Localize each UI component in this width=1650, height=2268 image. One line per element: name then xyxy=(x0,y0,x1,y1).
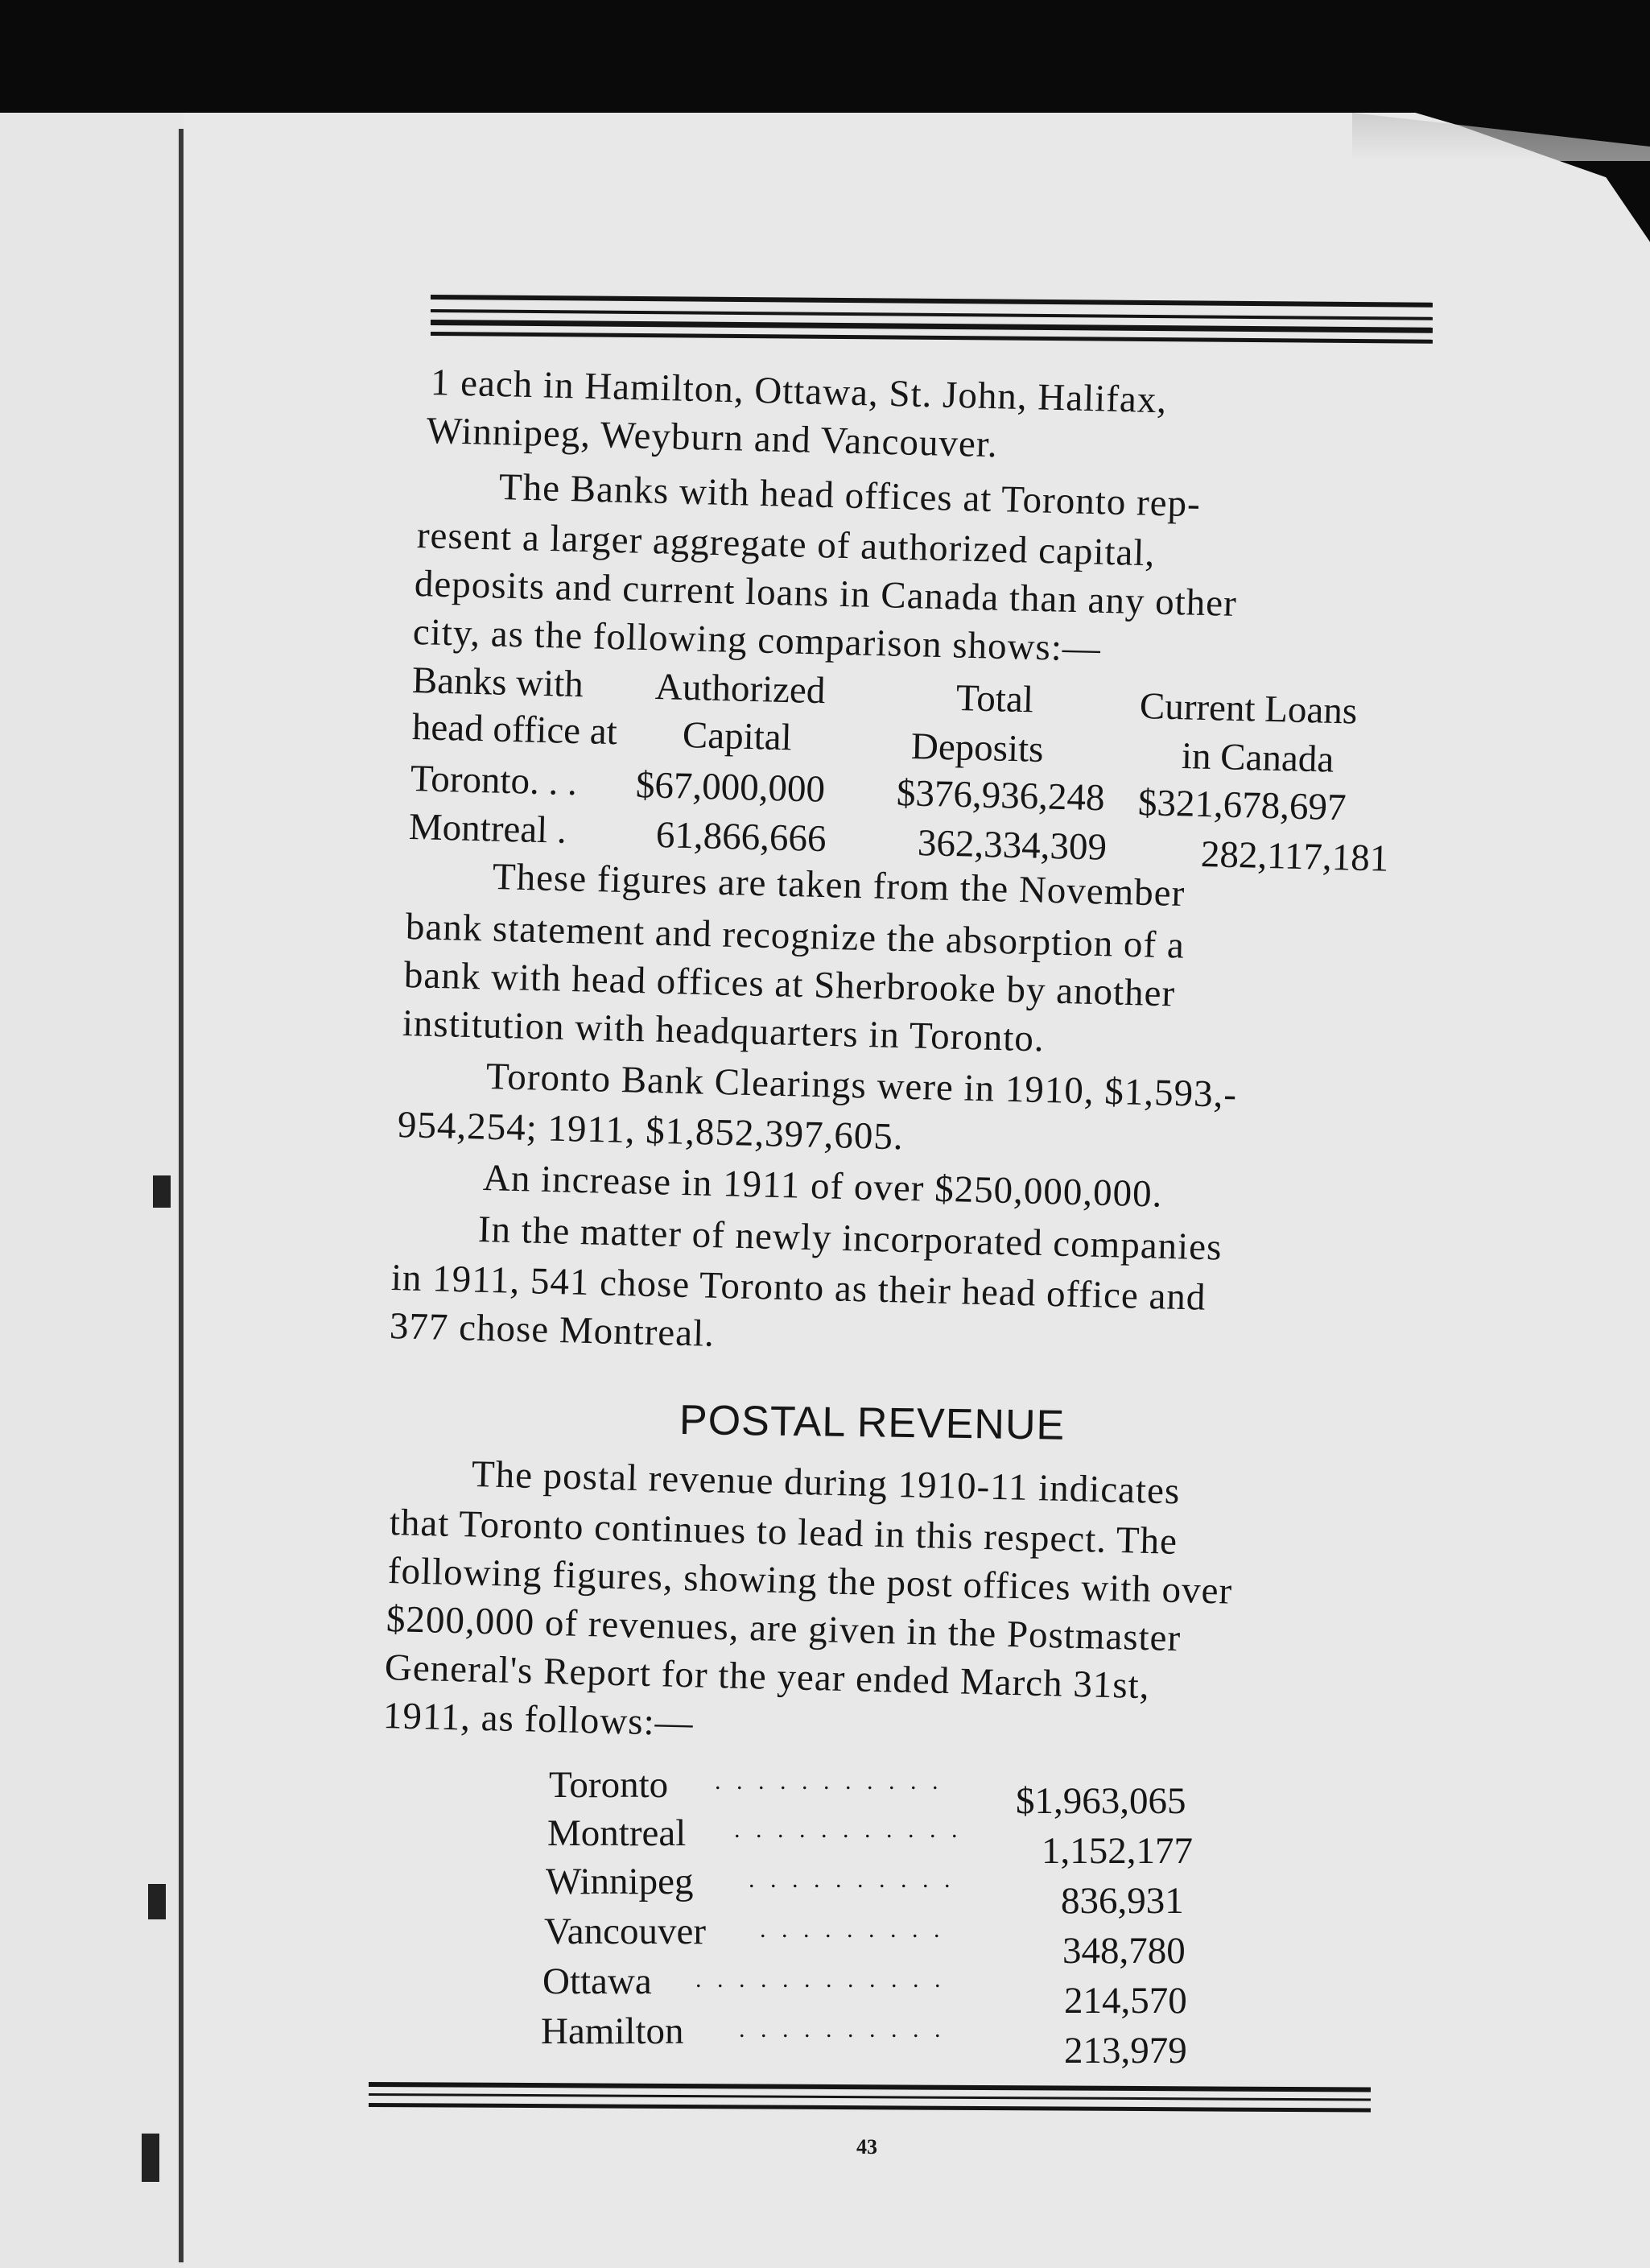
text-line: 954,254; 1911, $1,852,397,605. xyxy=(397,1104,905,1159)
text-line: These figures are taken from the November xyxy=(492,856,1186,915)
text-line: resent a larger aggregate of authorized capital, xyxy=(416,514,1156,575)
text-line: bank statement and recognize the absorption of a xyxy=(405,906,1186,967)
text-line: following figures, showing the post offices with over xyxy=(387,1550,1233,1613)
bank-table-cell-city: Toronto. . . xyxy=(410,758,578,804)
bank-table-cell-capital: 61,866,666 xyxy=(655,814,827,861)
postal-city: Vancouver xyxy=(544,1911,706,1952)
postal-revenue: 836,931 xyxy=(1061,1880,1184,1922)
postal-revenue: 1,152,177 xyxy=(1042,1830,1193,1872)
postal-revenue: $1,963,065 xyxy=(1016,1780,1186,1822)
text-line: bank with head offices at Sherbrooke by another xyxy=(403,954,1176,1015)
text-line: 1911, as follows:— xyxy=(382,1695,695,1745)
text-line: 377 chose Montreal. xyxy=(389,1305,716,1355)
page-number: 43 xyxy=(856,2135,877,2159)
text-line: in 1911, 541 chose Toronto as their head office and xyxy=(390,1257,1207,1319)
bank-table-header: Current Loans xyxy=(1139,685,1358,733)
text-line: $200,000 of revenues, are given in the Postmaster xyxy=(386,1598,1182,1660)
postal-revenue: 213,979 xyxy=(1064,2030,1187,2072)
text-line: 1 each in Hamilton, Ottawa, St. John, Halifax, xyxy=(430,361,1168,422)
text-line: The Banks with head offices at Toronto rep- xyxy=(498,466,1202,526)
postal-revenue: 214,570 xyxy=(1064,1980,1187,2022)
binding-mark xyxy=(148,1884,166,1919)
postal-city: Montreal xyxy=(547,1812,687,1854)
text-line: that Toronto continues to lead in this respect. The xyxy=(389,1502,1178,1563)
text-line: city, as the following comparison shows:— xyxy=(412,611,1102,670)
text-line: The postal revenue during 1910-11 indicates xyxy=(471,1453,1181,1513)
text-line: An increase in 1911 of over $250,000,000. xyxy=(482,1157,1164,1216)
leader-dots: . . . . . . . . . . xyxy=(739,2016,946,2043)
leader-dots: . . . . . . . . . . . xyxy=(734,1816,963,1843)
bank-table-header: Banks with xyxy=(411,659,584,706)
text-line: Toronto Bank Clearings were in 1910, $1,593,- xyxy=(485,1056,1238,1116)
leader-dots: . . . . . . . . . xyxy=(760,1916,945,1943)
bank-table-header: Total xyxy=(955,677,1034,721)
bank-table-cell-deposits: 362,334,309 xyxy=(917,822,1108,869)
bank-table-cell-loans: $321,678,697 xyxy=(1137,782,1347,829)
binding-mark xyxy=(153,1175,171,1208)
postal-city: Toronto xyxy=(549,1764,669,1806)
text-line: institution with headquarters in Toronto. xyxy=(402,1002,1046,1060)
section-heading: POSTAL REVENUE xyxy=(679,1397,1066,1449)
postal-city: Ottawa xyxy=(542,1960,652,2002)
bank-table-cell-loans: 282,117,181 xyxy=(1200,833,1389,880)
text-line: deposits and current loans in Canada than any other xyxy=(414,563,1238,625)
postal-city: Winnipeg xyxy=(546,1861,694,1902)
bank-table-header: Deposits xyxy=(910,725,1045,771)
bank-table-header: head office at xyxy=(411,706,618,754)
text-line: Winnipeg, Weyburn and Vancouver. xyxy=(426,410,999,466)
text-line: In the matter of newly incorporated companies xyxy=(477,1208,1223,1269)
bank-table-cell-deposits: $376,936,248 xyxy=(896,772,1106,820)
binding-edge xyxy=(179,129,184,2262)
bank-table-header: Authorized xyxy=(654,666,827,713)
bank-table-header: Capital xyxy=(682,714,793,759)
binding-mark xyxy=(142,2134,159,2182)
text-line: General's Report for the year ended March 31st, xyxy=(384,1646,1151,1708)
postal-revenue: 348,780 xyxy=(1062,1930,1186,1972)
postal-city: Hamilton xyxy=(541,2010,684,2052)
bank-table-cell-city: Montreal . xyxy=(408,806,567,852)
leader-dots: . . . . . . . . . . . xyxy=(715,1768,943,1795)
bank-table-header: in Canada xyxy=(1181,735,1334,781)
bank-table-cell-capital: $67,000,000 xyxy=(635,764,826,811)
leader-dots: . . . . . . . . . . . . xyxy=(695,1966,946,1993)
leader-dots: . . . . . . . . . . xyxy=(749,1866,955,1893)
